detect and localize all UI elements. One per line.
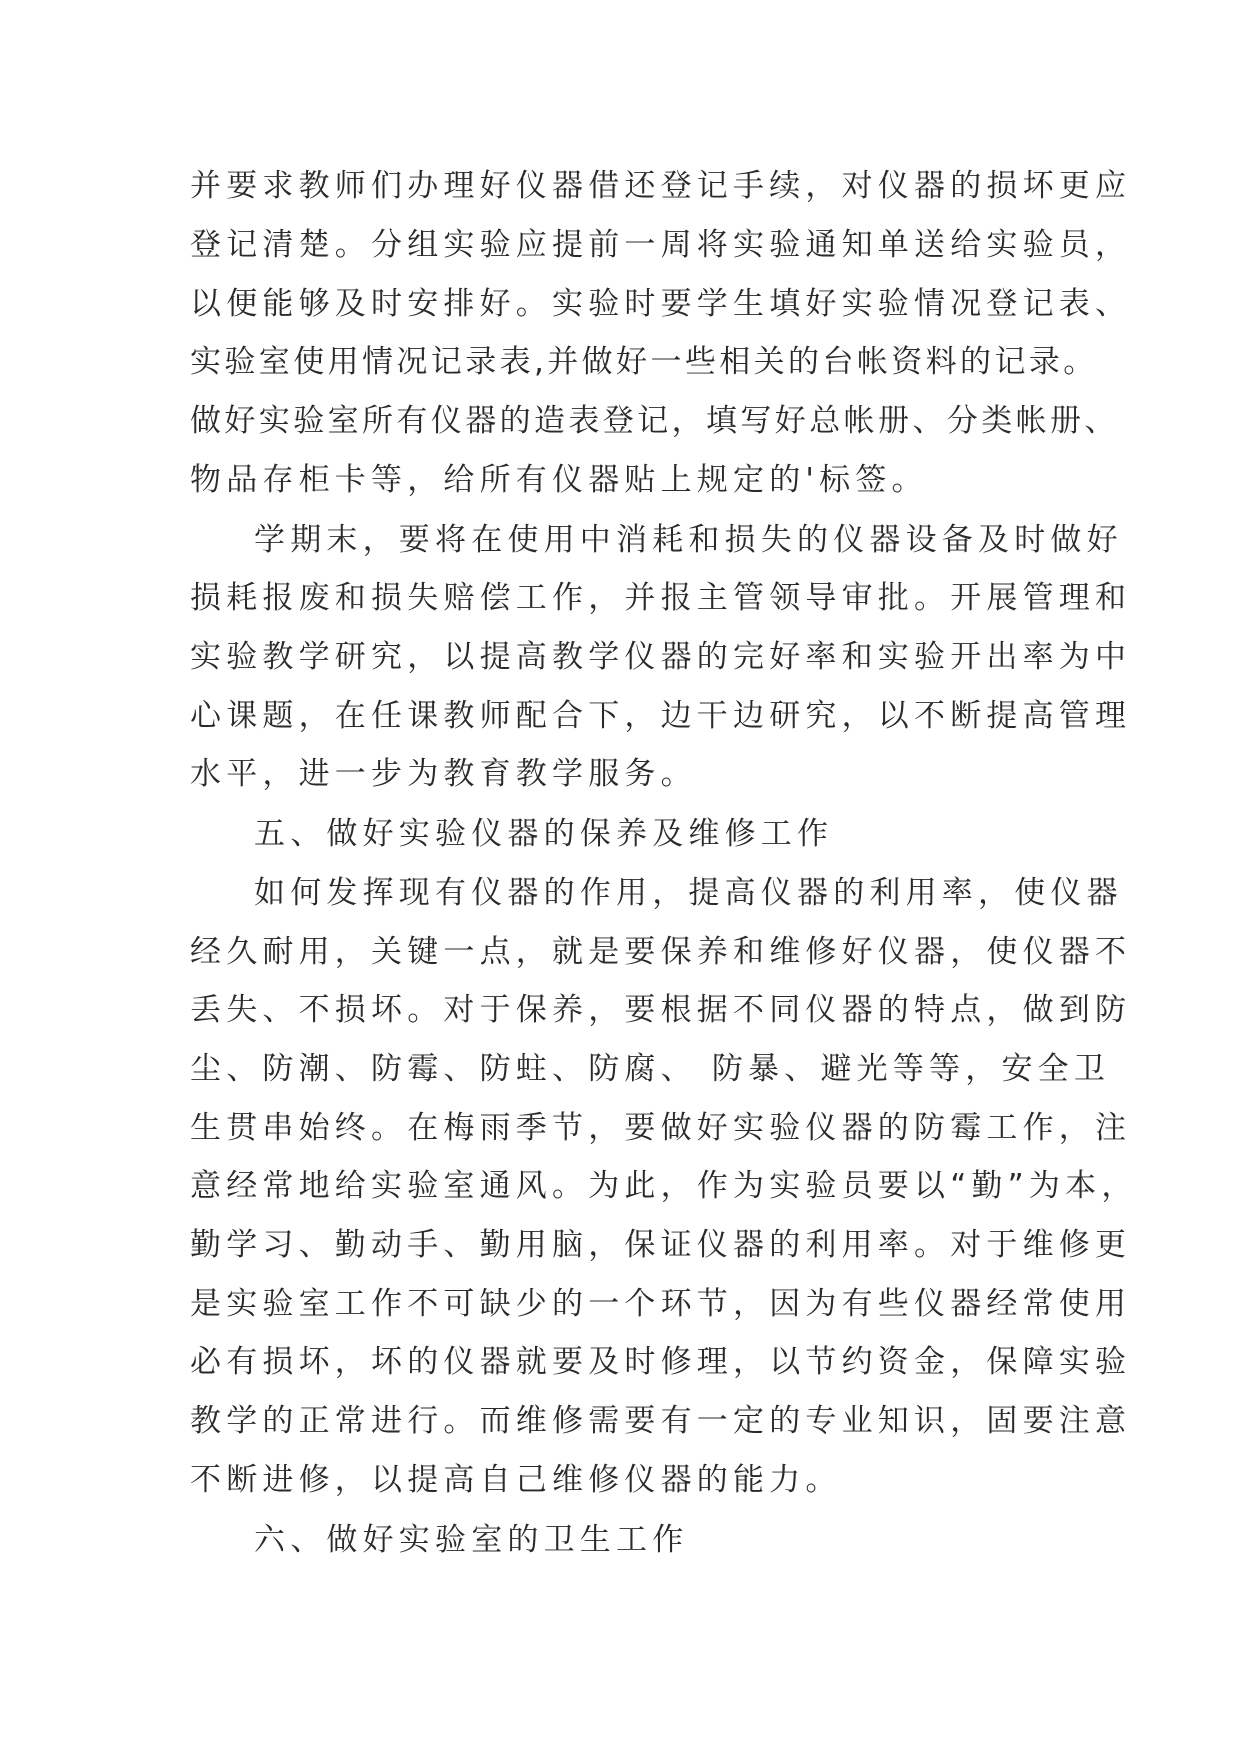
text-line: 是实验室工作不可缺少的一个环节，因为有些仪器经常使用 — [190, 1286, 1132, 1322]
text-line: 生贯串始终。在梅雨季节，要做好实验仪器的防霉工作，注 — [190, 1110, 1132, 1146]
text-line: 损耗报废和损失赔偿工作，并报主管领导审批。开展管理和 — [190, 580, 1132, 616]
section-heading: 六、做好实验室的卫生工作 — [254, 1522, 689, 1558]
text-line: 心课题，在任课教师配合下，边干边研究，以不断提高管理 — [190, 698, 1132, 734]
text-line: 并要求教师们办理好仪器借还登记手续，对仪器的损坏更应 — [190, 168, 1132, 204]
text-line: 登记清楚。分组实验应提前一周将实验通知单送给实验员， — [190, 227, 1132, 263]
text-line: 实验室使用情况记录表,并做好一些相关的台帐资料的记录。 — [190, 344, 1098, 380]
text-line: 尘、防潮、防霉、防蛀、防腐、 防暴、避光等等，安全卫 — [190, 1051, 1111, 1087]
text-line: 实验教学研究，以提高教学仪器的完好率和实验开出率为中 — [190, 639, 1132, 675]
text-line: 教学的正常进行。而维修需要有一定的专业知识，固要注意 — [190, 1403, 1132, 1439]
text-line: 勤学习、勤动手、勤用脑，保证仪器的利用率。对于维修更 — [190, 1227, 1132, 1263]
text-line: 意经常地给实验室通风。为此，作为实验员要以“勤”为本， — [190, 1168, 1138, 1204]
text-line: 丢失、不损坏。对于保养，要根据不同仪器的特点，做到防 — [190, 992, 1132, 1028]
paragraph-first-line: 如何发挥现有仪器的作用，提高仪器的利用率，使仪器 — [254, 875, 1123, 911]
text-line: 做好实验室所有仪器的造表登记，填写好总帐册、分类帐册、 — [190, 403, 1119, 439]
text-line: 不断进修，以提高自己维修仪器的能力。 — [190, 1462, 842, 1498]
text-line: 经久耐用，关键一点，就是要保养和维修好仪器，使仪器不 — [190, 934, 1132, 970]
section-heading: 五、做好实验仪器的保养及维修工作 — [254, 816, 834, 852]
text-line: 水平，进一步为教育教学服务。 — [190, 756, 697, 792]
paragraph-first-line: 学期末，要将在使用中消耗和损失的仪器设备及时做好 — [254, 522, 1123, 558]
text-line: 物品存柜卡等，给所有仪器贴上规定的'标签。 — [190, 462, 928, 498]
text-line: 以便能够及时安排好。实验时要学生填好实验情况登记表、 — [190, 286, 1132, 322]
text-line: 必有损坏，坏的仪器就要及时修理，以节约资金，保障实验 — [190, 1344, 1132, 1380]
